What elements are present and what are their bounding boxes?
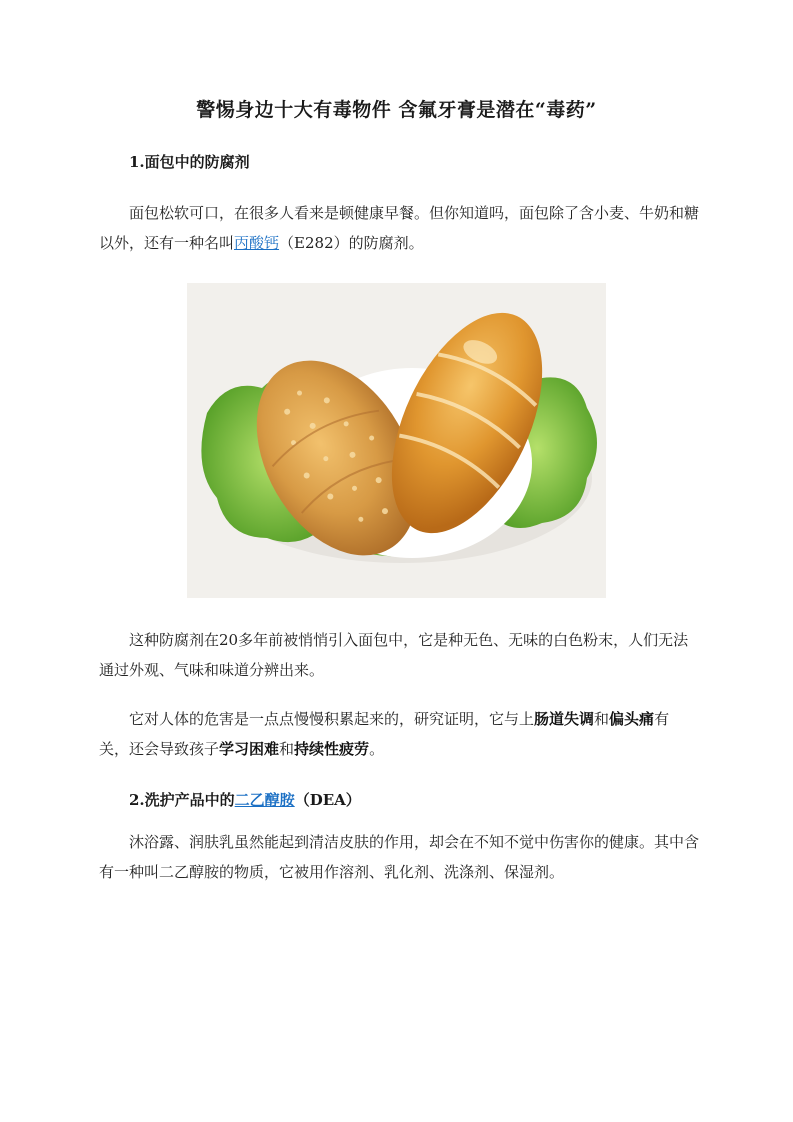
- section-2-paragraph-1: 沐浴露、润肤乳虽然能起到清洁皮肤的作用，却会在不知不觉中伤害你的健康。其中含有一种叫二乙醇胺的物质，它被用作溶剂、乳化剂、洗涤剂、保湿剂。: [99, 833, 700, 881]
- bold-term: 学习困难: [219, 740, 280, 758]
- section-1-paragraph-3: [99, 704, 699, 764]
- section-1-heading: 1.面包中的防腐剂: [129, 153, 250, 171]
- section-2-heading: [129, 789, 361, 810]
- bold-term: 持续性疲劳: [294, 740, 370, 758]
- paragraph-text: 它对人体的危害是一点点慢慢积累起来的，研究证明，它与上: [129, 710, 535, 728]
- article-title: 警惕身边十大有毒物件 含氟牙膏是潜在“毒药”: [196, 99, 597, 121]
- calcium-propionate-link[interactable]: 丙酸钙: [234, 234, 280, 252]
- bold-term: 肠道失调: [534, 710, 595, 728]
- paragraph-text: 。: [369, 740, 385, 758]
- heading-text: （DEA）: [294, 791, 361, 809]
- paragraph-text: 有关，还会导致孩子: [99, 710, 670, 758]
- paragraph-text: （E282）的防腐剂。: [279, 234, 424, 252]
- heading-text: 2.洗护产品中的: [129, 791, 235, 809]
- diethanolamine-link[interactable]: 二乙醇胺: [234, 791, 295, 809]
- section-1-paragraph-1: [99, 198, 699, 258]
- bold-term: 偏头痛: [609, 710, 655, 728]
- paragraph-text: 和: [594, 710, 610, 728]
- section-1-paragraph-2: 这种防腐剂在20多年前被悄悄引入面包中，它是种无色、无味的白色粉末，人们无法通过外观、气味和味道分辨出来。: [99, 631, 689, 679]
- paragraph-text: 面包松软可口，在很多人看来是顿健康早餐。但你知道吗，面包除了含小麦、牛奶和糖以外，还有一种名叫: [99, 204, 700, 252]
- paragraph-text: 和: [279, 740, 295, 758]
- bread-on-lettuce-photo-icon: [187, 283, 606, 598]
- bread-photo: [187, 283, 606, 598]
